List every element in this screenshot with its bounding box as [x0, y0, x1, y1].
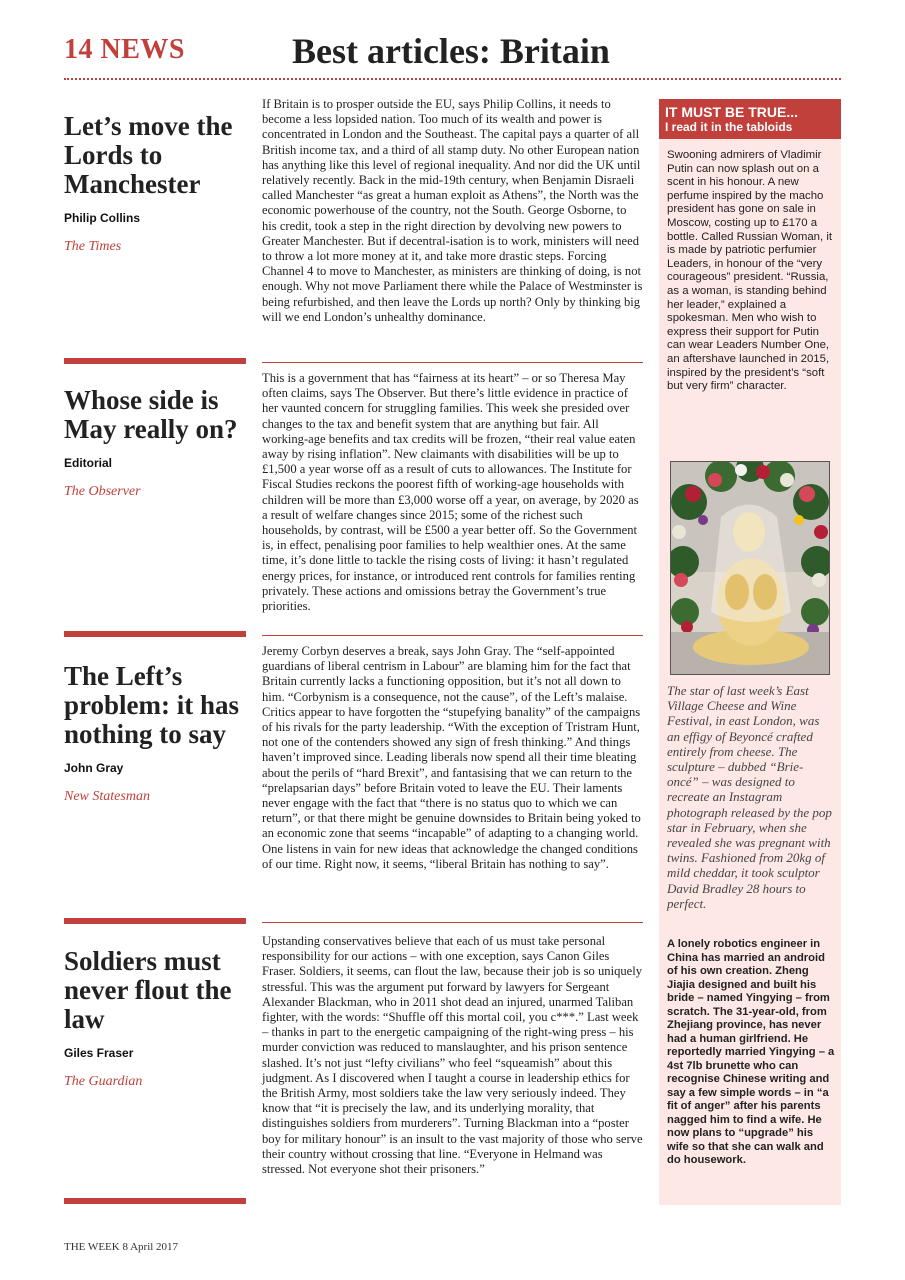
article-body-soldiers: Upstanding conservatives believe that each of us must take personal responsibility for our actions – with one exception, says Canon Giles Fraser. Soldiers, it seems, can flout the law, because their job is so uniquely stressful. This was the argument put forward by lawyers for Sergeant Alexander Blackman, who in 2011 shot dead an injured, unarmed Taliban fighter, with the words: “Shuffle off this mortal coil, you c***.” Last week – thanks in part to the energetic campaigning of the right-wing press – his murder conviction was reduced to manslaughter, and his prison sentence slashed. It’s not just “lefty civilians” who feel “squeamish” about this judgment. As I discovered when I taught a course in leadership ethics for the British Army, most soldiers take the law very seriously indeed. They know that “it is precisely the law, and its underlying morality, that distinguishes soldiers from murderers”. Turning Blackman into a “poster boy for military honour” is an insult to the vast majority of those who serve their country without crossing that line. “Everyone in Helmand was stressed. Not everyone shot their prisoners.” — [262, 934, 643, 1177]
article-headline: Soldiers must never flout the law — [64, 946, 232, 1034]
article-body-lords: If Britain is to prosper outside the EU, says Philip Collins, it needs to become a less lopsided nation. Too much of its wealth and power is concentrated in London and the Southeast. The capital pays a quarter of all British income tax, and a third of all stamp duty. No other European nation has anything like this level of regional inequality. And nor did the UK until relatively recently. Back in the mid-19th century, when Benjamin Disraeli called Manchester “as great a human exploit as Athens”, the North was the economic powerhouse of the country, not the South. George Osborne, to his credit, took a step in the right direction by devolving new powers to Greater Manchester. But if decentral-isation is to work, ministers will need to throw a lot more money at it, and take more drastic steps. Forcing Channel 4 to move to Manchester, as ministers are thinking of doing, is not enough. Why not move Parliament there while the Palace of Westminster is being refurbished, and then leave the Lords up north? Only by thinking big will we end London’s unhealthy dominance. — [262, 97, 643, 324]
page-title: Best articles: Britain — [292, 31, 610, 71]
photo-caption: The star of last week’s East Village Cheese and Wine Festival, in east London, was an effigy of Beyoncé crafted entirely from cheese. The sculpture – dubbed “Brie-oncé” – was designed to recreate an Instagram photograph released by the pop star in February, when she revealed she was pregnant with twins. Fashioned from 20kg of mild cheddar, it took sculptor David Bradley 28 hours to perfect. — [667, 683, 832, 911]
sidebar-header — [659, 99, 841, 139]
article-divider-bar — [64, 1198, 246, 1204]
sidebar-title: IT MUST BE TRUE... — [665, 104, 798, 120]
article-author: Giles Fraser — [64, 1046, 134, 1060]
article-headline: Whose side is May really on? — [64, 385, 238, 444]
article-divider-rule — [262, 922, 643, 923]
article-author: Philip Collins — [64, 211, 141, 225]
article-body-left: Jeremy Corbyn deserves a break, says John Gray. The “self-appointed guardians of liberal centrism in Labour” are blaming him for the fact that Britain currently lacks a functioning opposition, but it’s not all down to him. “Corbynism is a consequence, not the cause”, of the Left’s malaise. Critics appear to have forgotten the “stupefying banality” of the campaigns of his rivals for the party leadership. “With the exception of Tristram Hunt, not one of the contenders showed any sign of fresh thinking.” And things haven’t improved since. Leading liberals now spend all their time bleating about the perils of “hard Brexit”, and fantasising that we can return to the “prelapsarian days” before Britain voted to leave the EU. Their laments never engage with the fact that “there is no status quo to which we can return”, or that there might be genuine downsides to Britain being yoked to an economic zone that seems “incapable” of adapting to a changing world. One listens in vain for new ideas that acknowledge the changed conditions of our time. Right now, it seems, “liberal Britain has nothing to say”. — [262, 644, 641, 871]
sidebar-subtitle: I read it in the tabloids — [665, 120, 793, 134]
article-source: The Observer — [64, 484, 141, 499]
article-source: New Statesman — [64, 789, 150, 804]
article-source: The Guardian — [64, 1074, 143, 1089]
article-author: Editorial — [64, 456, 113, 470]
cheese-sculpture-photo — [670, 461, 830, 675]
article-headline: The Left’s problem: it has nothing to say — [64, 661, 240, 749]
section-label: 14 NEWS — [64, 34, 185, 65]
article-head-left — [64, 662, 246, 805]
article-divider-bar — [64, 918, 246, 924]
header-divider — [64, 78, 841, 80]
article-divider-rule — [262, 362, 643, 363]
article-head-may — [64, 386, 246, 500]
tabloid-sidebar — [659, 99, 841, 1205]
article-head-lords — [64, 112, 246, 255]
page-footer: THE WEEK 8 April 2017 — [64, 1241, 179, 1253]
sidebar-story-putin: Swooning admirers of Vladimir Putin can now splash out on a scent in his honour. A new perfume inspired by the macho president has gone on sale in Moscow, costing up to £170 a bottle. Called Russian Woman, it is made by patriotic perfumier Leaders, in honour of the “very courageous” president. “Russia, as a woman, is standing behind her leader,” explained a spokesman. Men who wish to express their support for Putin can wear Leaders Number One, an aftershave launched in 2015, inspired by the president’s “soft but very firm” character. — [667, 149, 833, 393]
article-body-may: This is a government that has “fairness at its heart” – or so Theresa May often claims, says The Observer. But there’s little evidence in practice of her vaunted concern for struggling families. This week she presided over changes to the tax and benefit system that are anything but fair. All working-age benefits and tax credits will be frozen, “their real value eaten away by rising inflation”. New claimants with disabilities will be up to £1,500 a year worse off as a result of cuts to allowances. The Institute for Fiscal Studies reckons the poorest fifth of working-age households with children will be more than £3,000 worse off a year, on average, by 2020 as a result of welfare changes since 2015; some of the richest such households, by contrast, will be £500 a year better off. So the Government is, in effect, penalising poor families to help wealthier ones. At the same time, it’s done little to tackle the rising costs of living: it hasn’t regulated energy prices, for instance, or introduced rent controls for families renting privately. These actions and omissions betray the Government’s true priorities. — [262, 371, 639, 614]
article-head-soldiers — [64, 947, 246, 1090]
article-divider-rule — [262, 635, 643, 636]
article-divider-bar — [64, 631, 246, 637]
article-headline: Let’s move the Lords to Manchester — [64, 111, 233, 199]
sidebar-story-robot: A lonely robotics engineer in China has married an android of his own creation. Zheng Jiajia designed and built his bride – named Yingying – from scratch. The 31-year-old, from Zhejiang province, has never had a human girlfriend. He reportedly married Yingying – a 4st 7lb brunette who can recognise Chinese writing and say a few simple words – in “a fit of anger” after his parents nagged him to find a wife. He now plans to “upgrade” his wife so that she can walk and do housework. — [667, 938, 835, 1166]
article-source: The Times — [64, 239, 122, 254]
article-author: John Gray — [64, 761, 124, 775]
cheese-sculpture-illustration — [671, 462, 829, 674]
article-divider-bar — [64, 358, 246, 364]
